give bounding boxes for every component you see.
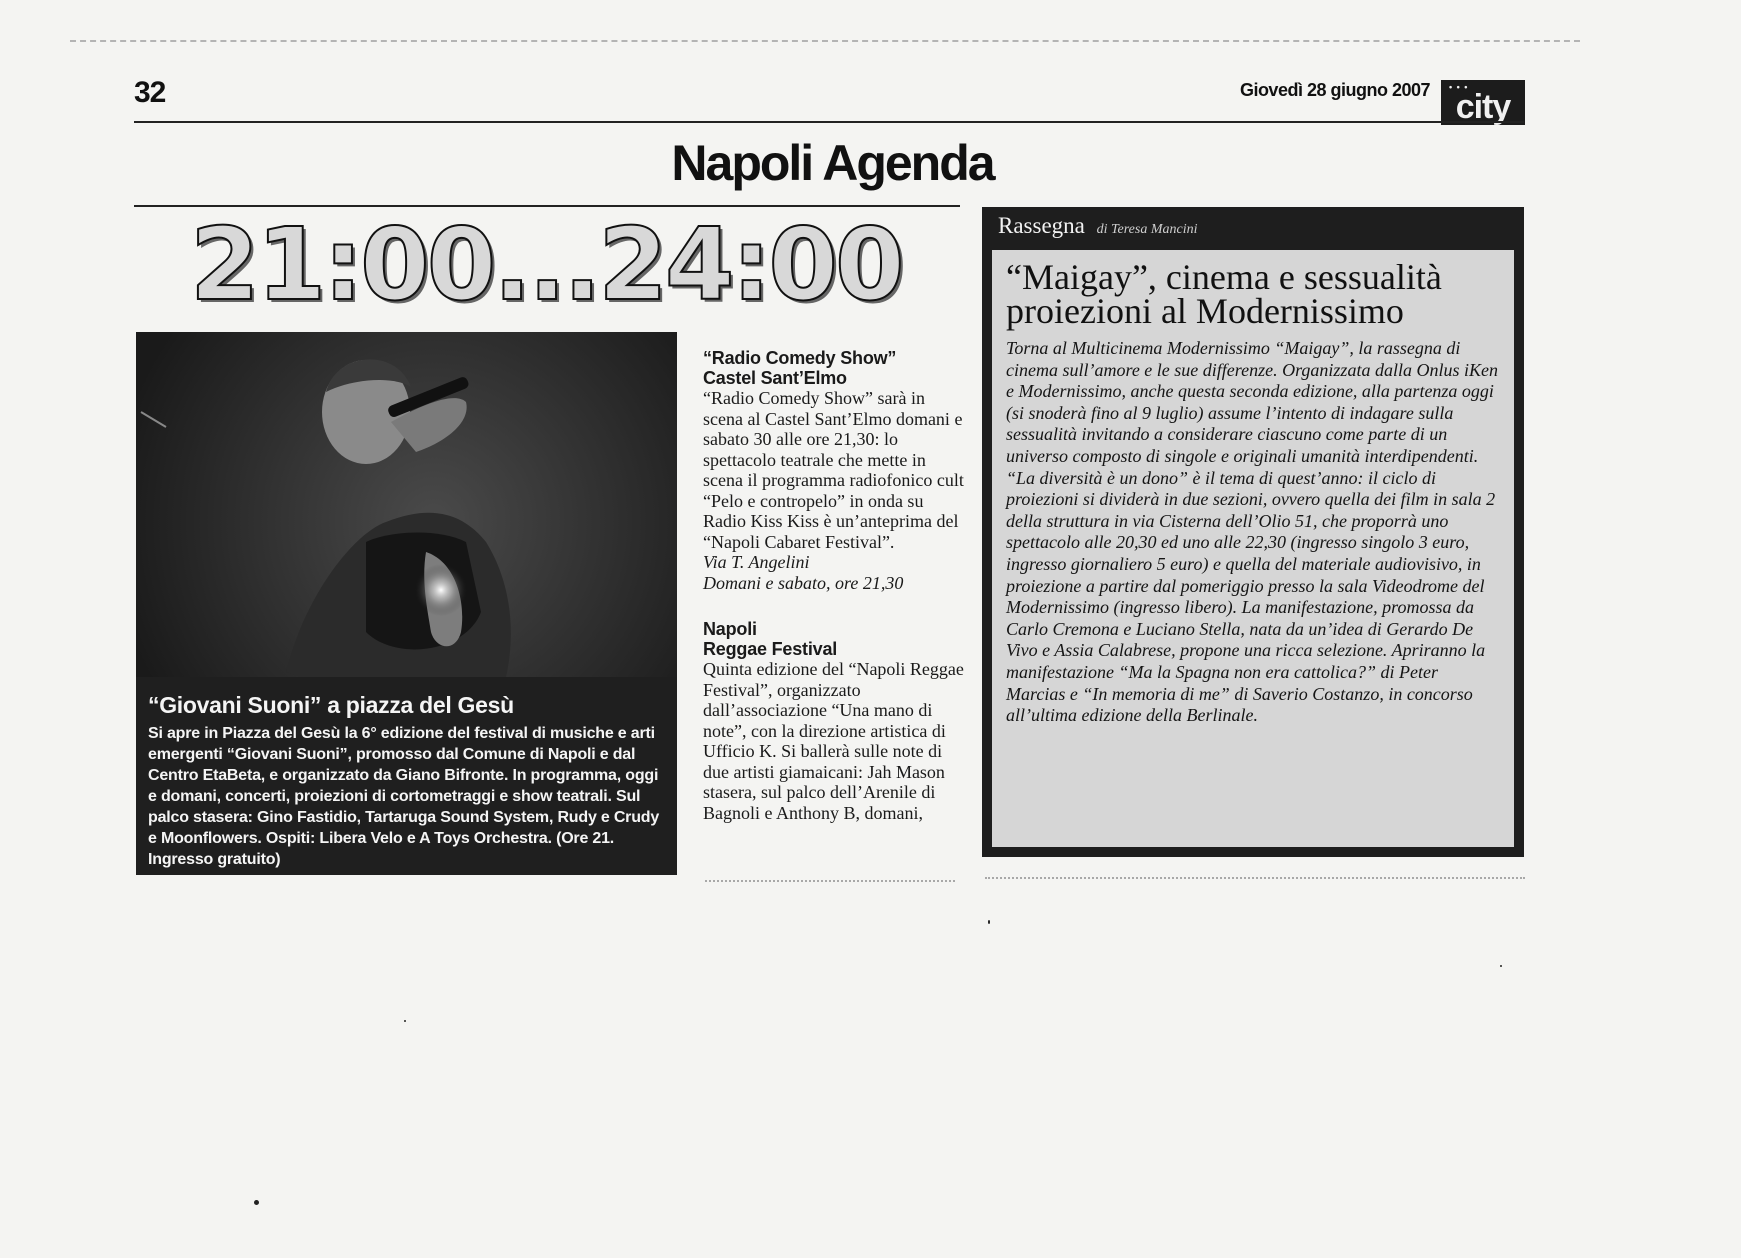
header-rule: [134, 121, 1524, 123]
scan-speck: [1500, 965, 1502, 967]
review-body: Torna al Multicinema Modernissimo “Maigay”, la rassegna di cinema sull’amore e le sue differenze. Organizzata dalla Onlus iKen e Modernissimo, anche questa seconda edizione, alla partenza oggi (si snoderà fino al 9 luglio) assume l’intento di indagare sulla sessualità invitando a considerare ciascuno come parte di un universo composto di singole e originali umanità interdipendenti. “La diversità è un dono” è il tema di quest’anno: il ciclo di proiezioni si dividerà in due sezioni, ovvero quella dei film in sala 2 della struttura in via Cisterna dell’Olio 51, che proporrà uno spettacolo alle 20,30 ed uno alle 22,30 (ingresso singolo 3 euro, ingresso giornaliero 5 euro) e quella del materiale audiovisivo, in proiezione a partire dal pomeriggio presso la sala Videodrome del Modernissimo (ingresso libero). La manifestazione, promossa da Carlo Cremona e Luciano Stella, nata da un’idea di Gerardo De Vivo e Assia Calabrese, propone una ricca selezione. Apriranno la manifestazione “Ma la Spagna non era cattolica?” di Peter Marcias e “In memoria di me” di Saverio Costanzo, in concorso all’ultima edizione della Berlinale.: [1006, 338, 1498, 726]
event-title-line1: Napoli: [703, 619, 757, 639]
scan-speck: [988, 920, 990, 924]
review-content: [992, 250, 1514, 847]
event-address: Via T. Angelini: [703, 552, 810, 572]
logo-text: city: [1455, 88, 1511, 126]
photo-story-body: Si apre in Piazza del Gesù la 6° edizione del festival di musiche e arti emergenti “Giovani Suoni”, promosso dal Comune di Napoli e dal Centro EtaBeta, e organizzato da Giano Bifronte. In programma, oggi e domani, concerti, proiezioni di cortometraggi e show teatrali. Sul palco stasera: Gino Fastidio, Tartaruga Sound System, Rudy e Crudy e Moonflowers. Ospiti: Libera Velo e A Toys Orchestra. (Ore 21. Ingresso gratuito): [148, 725, 660, 868]
event-body: Quinta edizione del “Napoli Reggae Festival”, organizzato dall’associazione “Una mano di note”, con la direzione artistica di Ufficio K. Si ballerà sulle note di due artisti giamaicani: Jah Mason stasera, sul palco dell’Arenile di Bagnoli e Anthony B, domani,: [703, 659, 964, 823]
event-title-line2: Reggae Festival: [703, 639, 838, 659]
review-title: “Maigay”, cinema e sessualità proiezioni al Modernissimo: [1006, 257, 1442, 331]
event-title-line1: “Radio Comedy Show”: [703, 348, 897, 368]
event-body: “Radio Comedy Show” sarà in scena al Castel Sant’Elmo domani e sabato 30 alle ore 21,30: lo spettacolo teatrale che mette in scena il programma radiofonico cult “Pelo e contropelo” in onda su Radio Kiss Kiss è un’anteprima del “Napoli Cabaret Festival”.: [703, 388, 964, 552]
cut-off-text-line: [985, 877, 1525, 881]
cut-off-text-line: [705, 880, 955, 884]
event-time: Domani e sabato, ore 21,30: [703, 572, 904, 593]
photo-caption: [148, 692, 668, 870]
scan-speck: [254, 1200, 259, 1205]
review-box: [982, 207, 1524, 857]
scan-top-edge: [70, 40, 1580, 42]
page-number: 32: [134, 76, 166, 109]
photo-story: [136, 332, 677, 875]
logo-dots-icon: • • •: [1449, 82, 1469, 92]
review-header: [982, 207, 1524, 243]
scan-speck: [404, 1020, 406, 1022]
event-title-line2: Castel Sant’Elmo: [703, 368, 847, 388]
review-byline: di Teresa Mancini: [1096, 222, 1198, 237]
review-kicker: Rassegna: [998, 213, 1085, 238]
time-banner: 21:00...24:00: [190, 206, 902, 323]
city-logo: [1441, 80, 1525, 125]
issue-date: Giovedì 28 giugno 2007: [1239, 80, 1430, 100]
photo-story-title: “Giovani Suoni” a piazza del Gesù: [148, 692, 514, 718]
section-title: Napoli Agenda: [671, 135, 994, 191]
events-column: [703, 348, 965, 823]
